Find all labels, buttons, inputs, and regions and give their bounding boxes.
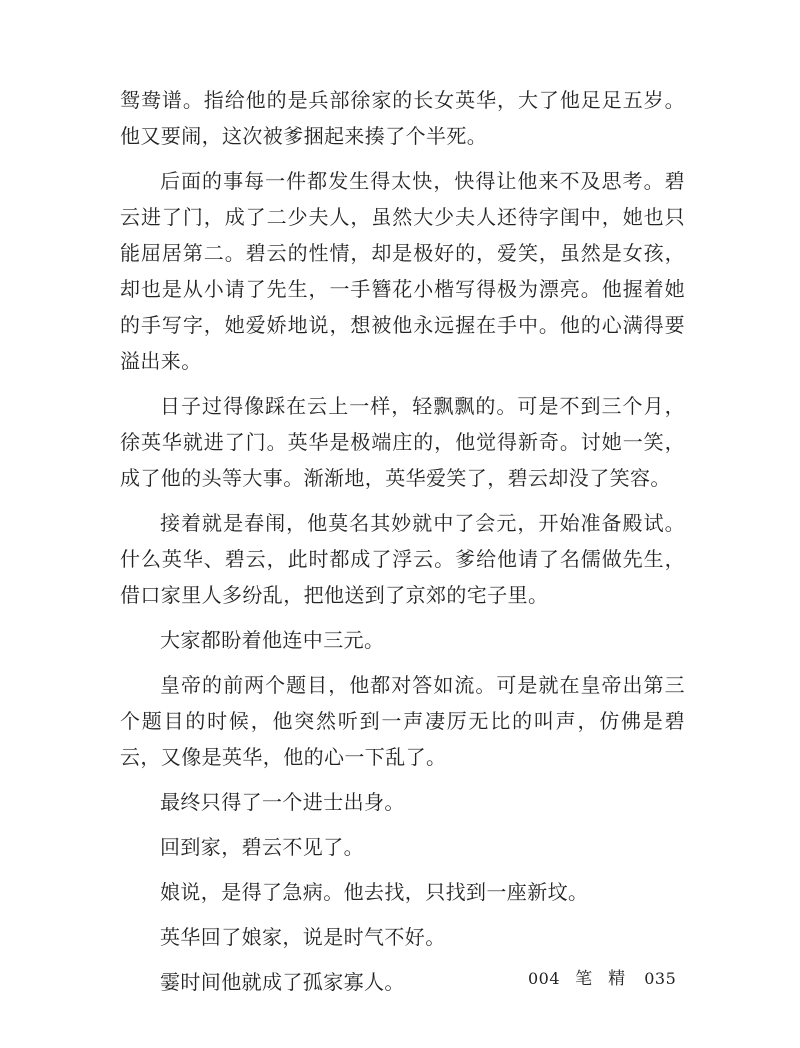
paragraph-continued: 鸳鸯谱。指给他的是兵部徐家的长女英华，大了他足足五岁。他又要闹，这次被爹捆起来揍了个半死。 xyxy=(120,88,685,148)
paragraph: 日子过得像踩在云上一样，轻飘飘的。可是不到三个月，徐英华就进了门。英华是极端庄的，他觉得新奇。讨她一笑，成了他的头等大事。渐渐地，英华爱笑了，碧云却没了笑容。 xyxy=(120,394,685,490)
paragraph: 后面的事每一件都发生得太快，快得让他来不及思考。碧云进了门，成了二少夫人，虽然大少夫人还待字闺中，她也只能屈居第二。碧云的性情，却是极好的，爱笑，虽然是女孩，却也是从小请了先生，一手簪花小楷写得极为漂亮。他握着她的手写字，她爱娇地说，想被他永远握在手中。他的心满得要溢出来。 xyxy=(120,169,685,373)
section-name xyxy=(575,969,625,989)
paragraph: 回到家，碧云不见了。 xyxy=(160,835,364,859)
paragraph: 霎时间他就成了孤家寡人。 xyxy=(160,970,405,994)
section-char: 笔 xyxy=(575,969,593,989)
paragraph: 大家都盼着他连中三元。 xyxy=(160,628,385,652)
paragraph: 最终只得了一个进士出身。 xyxy=(160,790,405,814)
section-char: 精 xyxy=(608,969,626,989)
page-number: 035 xyxy=(644,969,677,988)
paragraph: 英华回了娘家，说是时气不好。 xyxy=(160,925,446,949)
page-footer xyxy=(528,967,676,991)
issue-number: 004 xyxy=(528,969,561,988)
body-text xyxy=(120,82,685,1009)
paragraph: 皇帝的前两个题目，他都对答如流。可是就在皇帝出第三个题目的时候，他突然听到一声凄厉无比的叫声，仿佛是碧云，又像是英华，他的心一下乱了。 xyxy=(120,673,685,769)
paragraph: 娘说，是得了急病。他去找，只找到一座新坟。 xyxy=(160,880,589,904)
paragraph: 接着就是春闱，他莫名其妙就中了会元，开始准备殿试。什么英华、碧云，此时都成了浮云。爹给他请了名儒做先生，借口家里人多纷乱，把他送到了京郊的宅子里。 xyxy=(120,511,685,607)
